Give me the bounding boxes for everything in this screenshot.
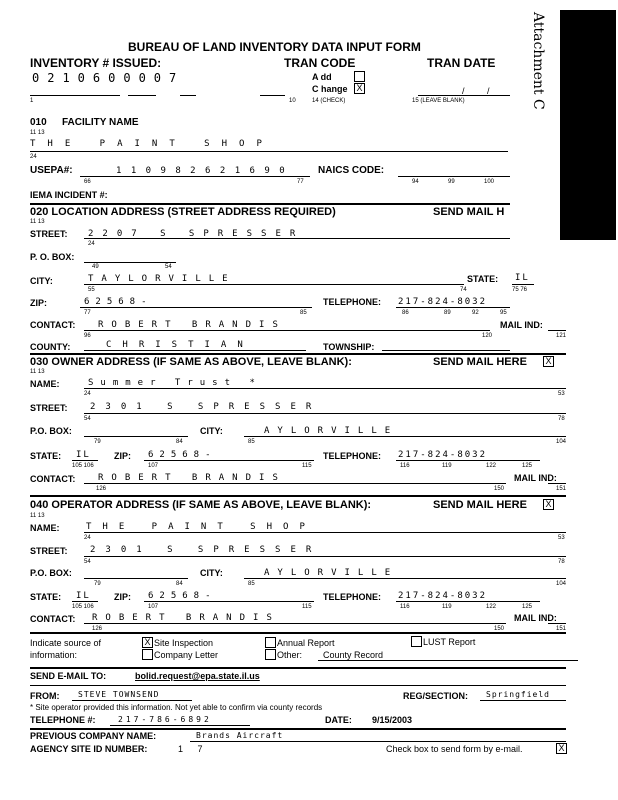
location-col-85: 85	[300, 310, 307, 316]
operator-col-1113: 11 13	[30, 513, 45, 519]
location-col-49: 49	[92, 264, 99, 270]
location-send-mail: SEND MAIL H	[433, 206, 505, 218]
tran-code-label: TRAN CODE	[284, 56, 356, 70]
operator-col-122: 122	[486, 604, 497, 610]
owner-col-79: 79	[94, 439, 101, 445]
operator-pobox-label: P.O. BOX:	[30, 568, 72, 578]
owner-street-value[interactable]: 2301 S SPRESSER	[90, 402, 322, 412]
facility-name-title: FACILITY NAME	[62, 117, 139, 128]
location-col-54: 54	[165, 264, 172, 270]
operator-col-85: 85	[248, 581, 255, 587]
operator-street-value[interactable]: 2301 S SPRESSER	[90, 545, 322, 555]
location-city-label: CITY:	[30, 276, 53, 286]
operator-name-label: NAME:	[30, 523, 60, 533]
other-label: Other:	[277, 650, 303, 660]
operator-zip-value[interactable]: 62568-	[148, 591, 217, 601]
annual-report-checkbox[interactable]	[265, 637, 276, 648]
site-inspection-checkbox[interactable]: X	[142, 637, 153, 648]
iema-incident-label: IEMA INCIDENT #:	[30, 190, 108, 200]
facility-col-24: 24	[30, 154, 37, 160]
tran-date-slashes: / /	[462, 86, 500, 96]
owner-mail-ind-label: MAIL IND:	[514, 473, 557, 483]
owner-col-53: 53	[558, 391, 565, 397]
operator-col-104: 104	[556, 581, 567, 587]
owner-telephone-label: TELEPHONE:	[323, 451, 382, 461]
site-inspection-label: Site Inspection	[154, 638, 214, 648]
location-col-55: 55	[88, 287, 95, 293]
operator-col-79: 79	[94, 581, 101, 587]
operator-telephone-label: TELEPHONE:	[323, 592, 382, 602]
col-14-check: 14 (CHECK)	[312, 98, 346, 104]
agency-site-id-value[interactable]: 1 7	[178, 744, 209, 754]
location-col-77: 77	[84, 310, 91, 316]
from-label: FROM:	[30, 691, 60, 701]
usepa-col-77: 77	[297, 179, 304, 185]
owner-send-mail-label: SEND MAIL HERE	[433, 356, 527, 368]
usepa-label: USEPA#:	[30, 165, 73, 176]
operator-col-126: 126	[92, 626, 103, 632]
usepa-col-66: 66	[84, 179, 91, 185]
location-street-value[interactable]: 2207 S SPRESSER	[88, 229, 305, 239]
location-street-label: STREET:	[30, 229, 68, 239]
location-col-24: 24	[88, 241, 95, 247]
owner-col-24: 24	[84, 391, 91, 397]
operator-street-label: STREET:	[30, 546, 68, 556]
owner-col-122: 122	[486, 463, 497, 469]
inventory-number: 0210600007	[32, 71, 185, 85]
operator-state-value[interactable]: IL	[76, 591, 91, 601]
operator-col-24: 24	[84, 535, 91, 541]
operator-city-label: CITY:	[200, 568, 223, 578]
owner-col-105106: 105 106	[72, 463, 94, 469]
operator-state-label: STATE:	[30, 592, 62, 602]
owner-zip-value[interactable]: 62568-	[148, 450, 217, 460]
email-checkbox-label: Check box to send form by e-mail.	[386, 744, 523, 754]
owner-col-104: 104	[556, 439, 567, 445]
location-col-121: 121	[556, 333, 567, 339]
owner-col-126: 126	[96, 486, 107, 492]
previous-company-value[interactable]: Brands Aircraft	[196, 731, 284, 740]
location-state-label: STATE:	[467, 274, 499, 284]
owner-col-116: 116	[400, 463, 410, 469]
location-telephone-value[interactable]: 217-824-8032	[398, 297, 488, 307]
owner-send-mail-checkbox[interactable]: X	[543, 356, 554, 367]
owner-col-115: 115	[302, 463, 312, 469]
regsection-value[interactable]: Springfield	[486, 690, 550, 699]
operator-zip-label: ZIP:	[114, 592, 131, 602]
owner-street-label: STREET:	[30, 403, 68, 413]
attachment-note: Attachment C	[530, 12, 546, 110]
operator-col-84: 84	[176, 581, 183, 587]
date-label: DATE:	[325, 715, 352, 725]
form-title: BUREAU OF LAND INVENTORY DATA INPUT FORM	[128, 40, 421, 54]
company-letter-checkbox[interactable]	[142, 649, 153, 660]
inventory-label: INVENTORY # ISSUED:	[30, 56, 162, 70]
operator-send-mail-label: SEND MAIL HERE	[433, 499, 527, 511]
facility-col-1113: 11 13	[30, 130, 45, 136]
owner-col-151: 151	[556, 486, 567, 492]
naics-col-94: 94	[412, 179, 419, 185]
operator-city-value[interactable]: AYLORVILLE	[264, 568, 399, 578]
location-col-74: 74	[460, 287, 467, 293]
lust-report-checkbox[interactable]	[411, 636, 422, 647]
source-label-line-1: Indicate source of	[30, 638, 102, 648]
lust-report-label: LUST Report	[423, 637, 476, 647]
owner-contact-value[interactable]: ROBERT BRANDIS	[98, 473, 286, 483]
operator-telephone-value[interactable]: 217-824-8032	[398, 591, 488, 601]
operator-contact-value[interactable]: ROBERT BRANDIS	[92, 613, 280, 623]
operator-col-54: 54	[84, 559, 91, 565]
location-contact-value[interactable]: ROBERT BRANDIS	[98, 320, 286, 330]
location-township-label: TOWNSHIP:	[323, 342, 375, 352]
owner-city-label: CITY:	[200, 426, 223, 436]
from-value[interactable]: STEVE TOWNSEND	[78, 690, 160, 699]
owner-zip-label: ZIP:	[114, 451, 131, 461]
owner-telephone-value[interactable]: 217-824-8032	[398, 450, 488, 460]
annual-report-label: Annual Report	[277, 638, 335, 648]
naics-col-100: 100	[484, 179, 495, 185]
location-mail-ind-label: MAIL IND:	[500, 320, 543, 330]
agency-site-id-label: AGENCY SITE ID NUMBER:	[30, 744, 148, 754]
owner-state-label: STATE:	[30, 451, 62, 461]
regsection-label: REG/SECTION:	[403, 691, 469, 701]
operator-col-125: 125	[522, 604, 533, 610]
owner-col-119: 119	[442, 463, 452, 469]
operator-col-53: 53	[558, 535, 565, 541]
company-letter-label: Company Letter	[154, 650, 219, 660]
location-title: 020 LOCATION ADDRESS (STREET ADDRESS REQUIRED)	[30, 206, 336, 218]
source-label-line-2: information:	[30, 650, 78, 660]
operator-col-115: 115	[302, 604, 312, 610]
operator-name-value[interactable]: THE PAINT SHOP	[86, 522, 316, 532]
location-city-value[interactable]: TAYLORVILLE	[88, 274, 236, 284]
owner-city-value[interactable]: AYLORVILLE	[264, 426, 399, 436]
operator-col-150: 150	[494, 626, 505, 632]
change-label: C hange	[312, 84, 348, 94]
operator-col-78: 78	[558, 559, 565, 565]
location-col-7576: 75 76	[512, 287, 528, 293]
facility-name-value[interactable]: THE PAINT SHOP	[30, 139, 274, 149]
operator-contact-label: CONTACT:	[30, 614, 76, 624]
owner-pobox-label: P.O. BOX:	[30, 426, 72, 436]
add-checkbox[interactable]	[354, 71, 365, 82]
naics-label: NAICS CODE:	[318, 165, 385, 176]
location-pobox-label: P. O. BOX:	[30, 252, 75, 262]
owner-col-84: 84	[176, 439, 183, 445]
owner-name-label: NAME:	[30, 379, 60, 389]
location-zip-label: ZIP:	[30, 298, 47, 308]
location-zip-value[interactable]: 62568-	[84, 297, 153, 307]
location-telephone-label: TELEPHONE:	[323, 297, 382, 307]
owner-name-value[interactable]: Summer Trust *	[88, 378, 262, 388]
operator-col-105106: 105 106	[72, 604, 94, 610]
send-by-email-checkbox[interactable]: X	[556, 743, 567, 754]
location-col-86: 86	[402, 310, 409, 316]
send-email-address[interactable]: bolid.request@epa.state.il.us	[135, 671, 260, 681]
operator-mail-ind-label: MAIL IND:	[514, 613, 557, 623]
owner-state-value[interactable]: IL	[76, 450, 91, 460]
change-checkbox[interactable]: X	[354, 83, 365, 94]
telephone-footer-label: TELEPHONE #:	[30, 715, 96, 725]
location-county-value[interactable]: CHRISTIAN	[106, 340, 254, 350]
site-operator-note: * Site operator provided this information. Not yet able to confirm via county records	[30, 703, 323, 712]
date-value[interactable]: 9/15/2003	[372, 715, 413, 725]
add-label: A dd	[312, 72, 332, 82]
operator-col-107: 107	[148, 604, 159, 610]
owner-col-54: 54	[84, 416, 91, 422]
owner-col-1113: 11 13	[30, 369, 45, 375]
previous-company-label: PREVIOUS COMPANY NAME:	[30, 731, 157, 741]
location-contact-label: CONTACT:	[30, 320, 76, 330]
owner-col-85: 85	[248, 439, 255, 445]
col-1: 1	[30, 98, 34, 104]
location-col-92: 92	[472, 310, 479, 316]
send-email-label: SEND E-MAIL TO:	[30, 671, 107, 681]
owner-col-150: 150	[494, 486, 505, 492]
tran-date-label: TRAN DATE	[427, 56, 496, 70]
naics-col-99: 99	[448, 179, 455, 185]
location-state-value[interactable]: IL	[515, 273, 530, 283]
telephone-footer-value[interactable]: 217-786-6892	[118, 715, 212, 724]
location-col-1113: 11 13	[30, 219, 45, 225]
col-15-leave-blank: 15 (LEAVE BLANK)	[412, 98, 465, 104]
location-col-120: 120	[482, 333, 493, 339]
scan-edge-bar	[560, 10, 616, 240]
col-10: 10	[289, 98, 296, 104]
owner-col-125: 125	[522, 463, 533, 469]
location-col-96: 96	[84, 333, 91, 339]
owner-title: 030 OWNER ADDRESS (IF SAME AS ABOVE, LEAVE BLANK):	[30, 356, 352, 368]
usepa-value[interactable]: 1 1 0 9 8 2 6 2 1 6 9 0	[116, 166, 287, 176]
operator-send-mail-checkbox[interactable]: X	[543, 499, 554, 510]
operator-col-116: 116	[400, 604, 410, 610]
operator-col-151: 151	[556, 626, 567, 632]
location-county-label: COUNTY:	[30, 342, 71, 352]
location-col-89: 89	[444, 310, 451, 316]
owner-contact-label: CONTACT:	[30, 474, 76, 484]
other-checkbox[interactable]	[265, 649, 276, 660]
owner-col-107: 107	[148, 463, 159, 469]
other-value[interactable]: County Record	[323, 650, 384, 660]
owner-col-78: 78	[558, 416, 565, 422]
location-col-95: 95	[500, 310, 507, 316]
operator-title: 040 OPERATOR ADDRESS (IF SAME AS ABOVE, LEAVE BLANK):	[30, 499, 372, 511]
facility-section-number: 010	[30, 117, 47, 128]
operator-col-119: 119	[442, 604, 452, 610]
